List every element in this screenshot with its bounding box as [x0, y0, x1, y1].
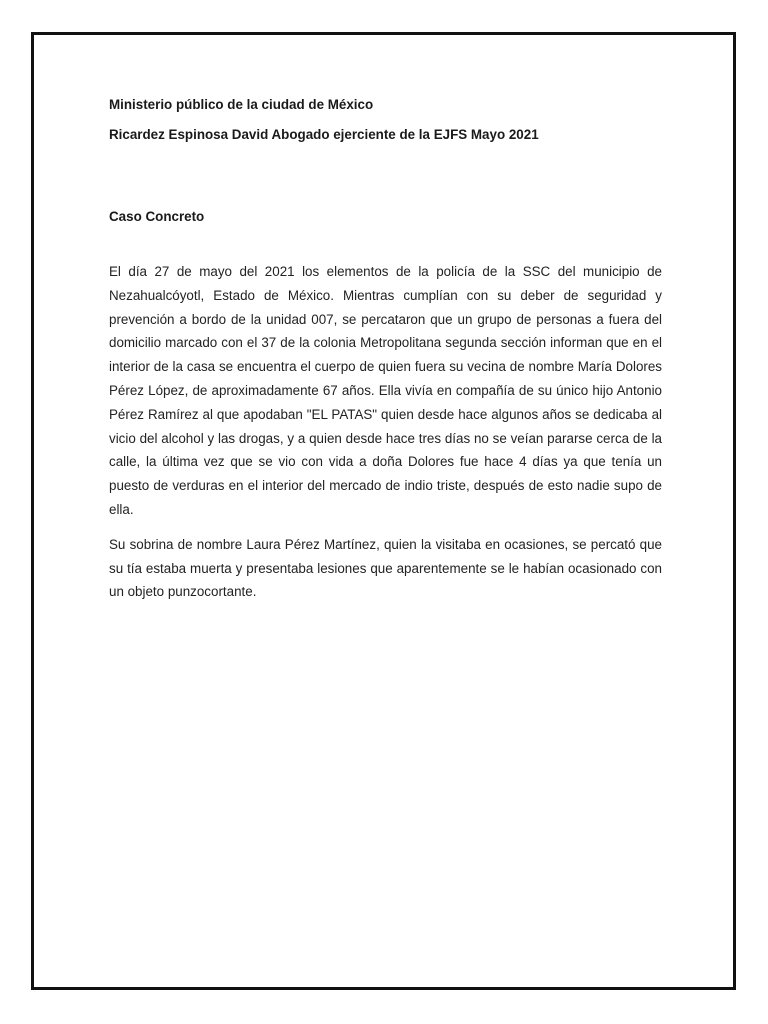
document-page — [31, 32, 736, 990]
document-content — [109, 97, 662, 604]
paragraph-niece-discovery: Su sobrina de nombre Laura Pérez Martínez, quien la visitaba en ocasiones, se percató que su tía estaba muerta y presentaba lesiones que aparentemente se le habían ocasionado con un objeto punzocortante. — [109, 536, 662, 600]
paragraph-case-facts: El día 27 de mayo del 2021 los elementos de la policía de la SSC del municipio de Nezahualcóyotl, Estado de México. Mientras cumplían con su deber de seguridad y prevención a bordo de la unidad 007, se percataron que un grupo de personas a fuera del domicilio marcado con el 37 de la colonia Metropolitana segunda sección informan que en el interior de la casa se encuentra el cuerpo de quien fuera su vecina de nombre María Dolores Pérez López, de aproximadamente 67 años. Ella vivía en compañía de su único hijo Antonio Pérez Ramírez al que apodaban "EL PATAS" quien desde hace algunos años se dedicaba al vicio del alcohol y las drogas, y a quien desde hace tres días no se veían pararse cerca de la calle, la última vez que se vio con vida a doña Dolores fue hace 4 días ya que tenía un puesto de verduras en el interior del mercado de indio triste, después de esto nadie supo de ella. — [109, 264, 662, 517]
header-institution: Ministerio público de la ciudad de México — [109, 97, 374, 112]
section-title: Caso Concreto — [109, 209, 205, 224]
header-author: Ricardez Espinosa David Abogado ejerciente de la EJFS Mayo 2021 — [109, 127, 539, 142]
